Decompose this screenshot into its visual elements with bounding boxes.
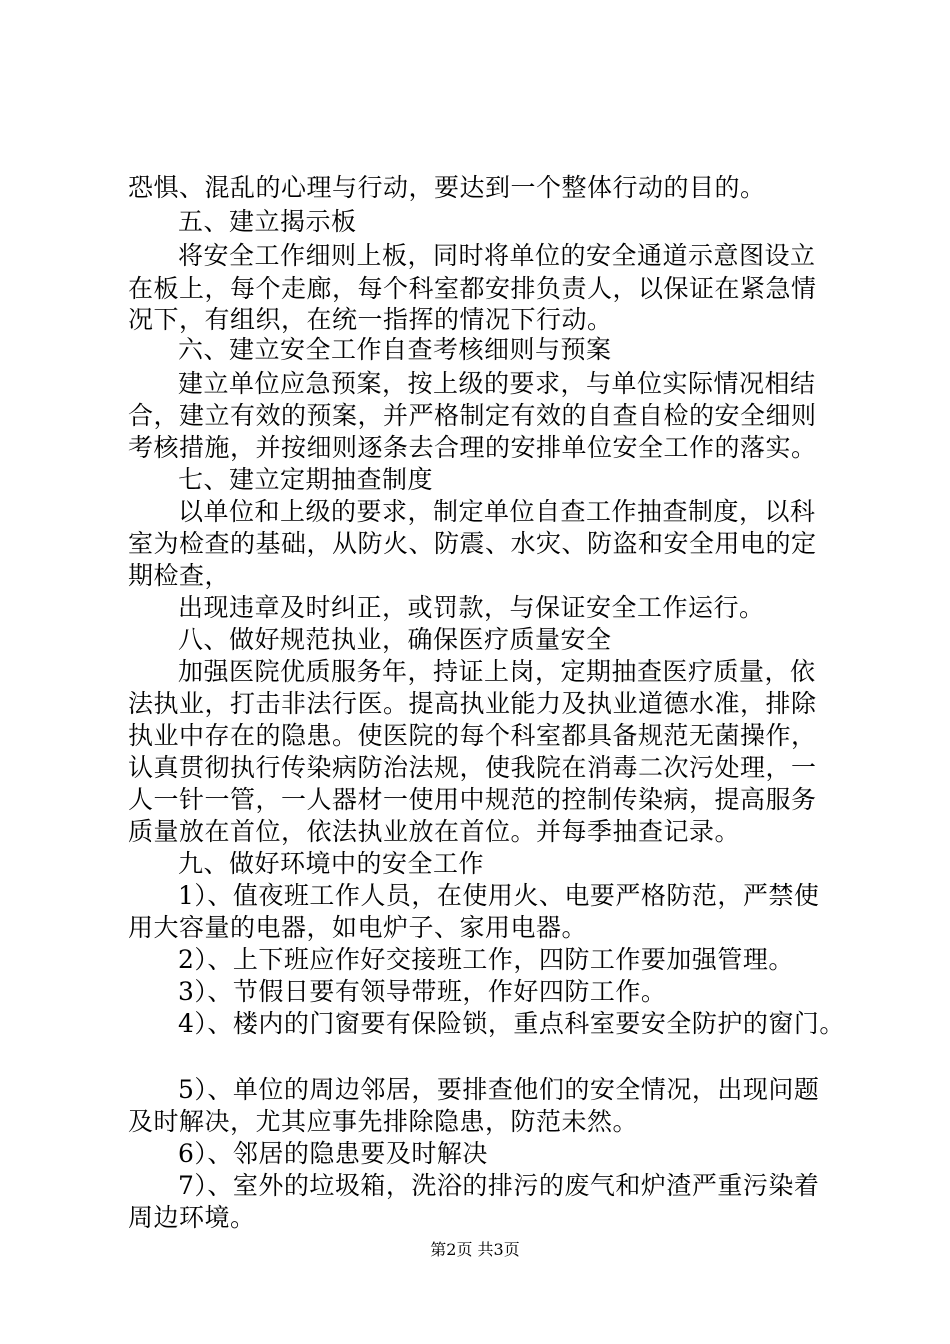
section-heading: 六、建立安全工作自查考核细则与预案 <box>178 335 612 364</box>
text-line: 周边环境。 <box>128 1203 256 1232</box>
list-item: 2）、上下班应作好交接班工作，四防工作要加强管理。 <box>178 945 794 974</box>
text-line: 执业中存在的隐患。使医院的每个科室都具备规范无菌操作， <box>128 721 817 750</box>
text-line: 将安全工作细则上板，同时将单位的安全通道示意图设立 <box>178 241 816 270</box>
text-line: 及时解决，尤其应事先排除隐患，防范未然。 <box>128 1107 639 1136</box>
list-item: 5）、单位的周边邻居，要排查他们的安全情况，出现问题 <box>178 1075 820 1104</box>
section-heading: 五、建立揭示板 <box>178 207 357 236</box>
text-line: 况下，有组织，在统一指挥的情况下行动。 <box>128 305 613 334</box>
section-heading: 九、做好环境中的安全工作 <box>178 849 485 878</box>
list-item: 7）、室外的垃圾箱，洗浴的排污的废气和炉渣严重污染着 <box>178 1171 820 1200</box>
list-item: 1）、值夜班工作人员，在使用火、电要严格防范，严禁使 <box>178 881 820 910</box>
text-line: 室为检查的基础，从防火、防震、水灾、防盗和安全用电的定 <box>128 529 817 558</box>
text-line: 以单位和上级的要求，制定单位自查工作抽查制度，以科 <box>178 497 816 526</box>
section-heading: 七、建立定期抽查制度 <box>178 465 434 494</box>
list-item: 3）、节假日要有领导带班，作好四防工作。 <box>178 977 667 1006</box>
text-line: 考核措施，并按细则逐条去合理的安排单位安全工作的落实。 <box>128 433 817 462</box>
text-line: 法执业，打击非法行医。提高执业能力及执业道德水准，排除 <box>128 689 817 718</box>
text-line: 出现违章及时纠正，或罚款，与保证安全工作运行。 <box>178 593 765 622</box>
text-line: 质量放在首位，依法执业放在首位。并每季抽查记录。 <box>128 817 741 846</box>
text-line: 加强医院优质服务年，持证上岗，定期抽查医疗质量，依 <box>178 657 816 686</box>
text-line: 期检查， <box>128 561 231 590</box>
section-heading: 八、做好规范执业，确保医疗质量安全 <box>178 625 612 654</box>
text-line: 在板上，每个走廊，每个科室都安排负责人，以保证在紧急情 <box>128 274 817 303</box>
text-line: 合，建立有效的预案，并严格制定有效的自查自检的安全细则 <box>128 401 817 430</box>
list-item: 6）、邻居的隐患要及时解决 <box>178 1139 488 1168</box>
page-footer: 第2页 共3页 <box>430 1240 520 1259</box>
text-line: 恐惧、混乱的心理与行动，要达到一个整体行动的目的。 <box>128 173 766 202</box>
list-item: 4）、楼内的门窗要有保险锁，重点科室要安全防护的窗门。 <box>178 1009 845 1038</box>
text-line: 人一针一管，一人器材一使用中规范的控制传染病，提高服务 <box>128 785 817 814</box>
text-line: 用大容量的电器，如电炉子、家用电器。 <box>128 913 588 942</box>
text-line: 建立单位应急预案，按上级的要求，与单位实际情况相结 <box>178 369 816 398</box>
text-line: 认真贯彻执行传染病防治法规，使我院在消毒二次污处理，一 <box>128 753 817 782</box>
